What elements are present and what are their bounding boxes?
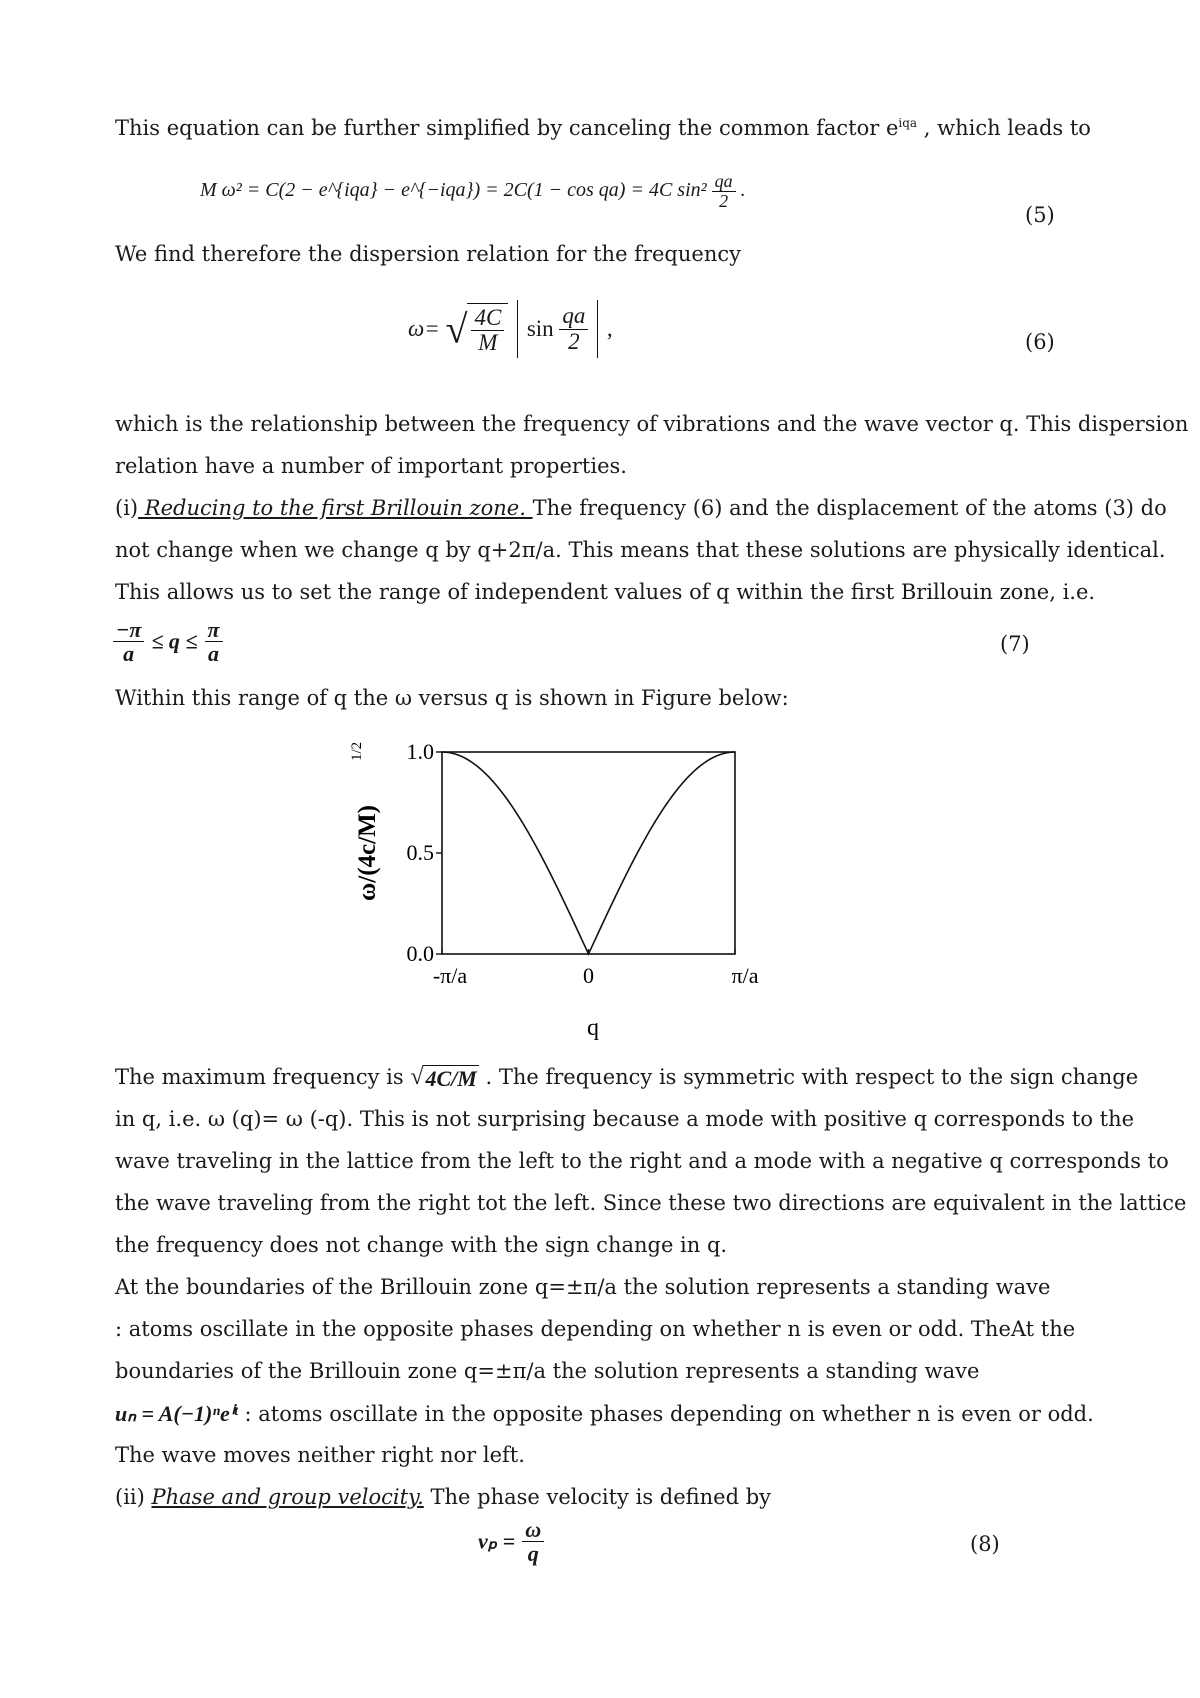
text-line-12: the wave traveling from the right tot the left. Since these two directions are equivalent in the lattice	[115, 1191, 1187, 1215]
x-tick-label: 0	[583, 963, 594, 988]
text-line-14: At the boundaries of the Brillouin zone q=±π/a the solution represents a standing wave	[115, 1275, 1051, 1299]
equation-number-5: (5)	[1025, 203, 1055, 227]
text-line-18: The wave moves neither right nor left.	[115, 1443, 525, 1467]
max-frequency-expression: 4C/M	[425, 1066, 477, 1091]
eq6-qa-fraction	[559, 304, 588, 353]
eq5-frac-den: 2	[719, 190, 729, 211]
eq7-left-num: −π	[113, 618, 144, 642]
text-line-6: not change when we change q by q+2π/a. This means that these solutions are physically identical.	[115, 538, 1166, 562]
sqrt-icon: √	[410, 1064, 424, 1090]
eq8-den: q	[527, 1541, 539, 1567]
text-line-7: This allows us to set the range of independent values of q within the first Brillouin zone, i.e.	[115, 580, 1096, 604]
text-line-2: We find therefore the dispersion relation for the frequency	[115, 242, 741, 266]
y-axis-label: ω/(4c/M)	[354, 804, 381, 902]
eq5-fraction	[712, 172, 736, 211]
eq6-fraction	[471, 306, 504, 355]
text-line-1	[115, 116, 1091, 140]
text-span: (i)	[115, 496, 139, 520]
equation-8	[478, 1518, 544, 1565]
abs-bar-right	[597, 300, 598, 358]
text-line-13: the frequency does not change with the sign change in q.	[115, 1233, 728, 1257]
section-heading-velocity: Phase and group velocity.	[151, 1485, 424, 1509]
eq8-lhs: vₚ =	[478, 1528, 516, 1554]
text-span: The maximum frequency is	[115, 1065, 411, 1089]
eq6-frac-num: 4C	[471, 306, 504, 331]
eq7-left-den: a	[123, 641, 135, 667]
text-line-10: in q, i.e. ω (q)= ω (-q). This is not surprising because a mode with positive q corresponds to the	[115, 1107, 1135, 1131]
equation-5	[200, 172, 746, 211]
abs-bar-left	[517, 300, 518, 358]
text-line-17	[115, 1401, 1094, 1427]
text-span: , which leads to	[917, 116, 1091, 140]
text-line-8: Within this range of q the ω versus q is shown in Figure below:	[115, 686, 789, 710]
y-axis-label-group	[349, 742, 381, 901]
series-line-dispersion	[442, 752, 735, 954]
x-axis-label: q	[587, 1015, 599, 1041]
y-axis-label-sup: 1/2	[349, 741, 365, 761]
standing-wave-expression: uₙ = A(−1)ⁿeⁱᵗ	[115, 1401, 238, 1426]
text-line-15: : atoms oscillate in the opposite phases depending on whether n is even or odd. TheAt the	[115, 1317, 1076, 1341]
equation-number-8: (8)	[970, 1532, 1000, 1556]
equation-7	[113, 618, 223, 665]
eq5-lhs: M ω	[200, 178, 236, 201]
text-line-5	[115, 496, 1167, 520]
equation-number-7: (7)	[1000, 632, 1030, 656]
text-span: . The frequency is symmetric with respect to the sign change	[478, 1065, 1139, 1089]
eq5-rest: ² = C(2 − e^{iqa} − e^{−iqa}) = 2C(1 − cos qa) = 4C sin²	[235, 178, 707, 201]
text-line-9	[115, 1064, 1138, 1092]
x-tick-label: -π/a	[432, 963, 468, 988]
text-line-3: which is the relationship between the frequency of vibrations and the wave vector q. This dispersion	[115, 412, 1189, 436]
eq7-right-den: a	[208, 641, 219, 667]
eq6-sin: sin	[526, 316, 554, 341]
y-tick-label: 0.0	[406, 941, 434, 966]
eq8-num: ω	[522, 1518, 544, 1542]
y-tick-label: 0.5	[406, 840, 434, 865]
text-span: This equation can be further simplified by canceling the common factor e	[115, 116, 899, 140]
plot-frame	[442, 752, 735, 954]
section-heading-brillouin: Reducing to the first Brillouin zone.	[138, 496, 533, 520]
text-span: The frequency (6) and the displacement of the atoms (3) do	[532, 496, 1167, 520]
text-span: (ii)	[115, 1485, 152, 1509]
eq7-left-fraction	[113, 618, 144, 665]
eq7-middle: ≤ q ≤	[151, 628, 198, 654]
equation-6	[408, 300, 613, 358]
eq6-qa-den: 2	[568, 328, 580, 354]
eq7-right-fraction	[205, 618, 223, 665]
x-ticks	[433, 949, 759, 988]
text-line-4: relation have a number of important properties.	[115, 454, 627, 478]
text-span: The phase velocity is defined by	[423, 1485, 772, 1509]
equation-number-6: (6)	[1025, 330, 1055, 354]
dispersion-chart	[340, 735, 780, 1045]
y-tick-label: 1.0	[406, 739, 434, 764]
eq7-right-num: π	[205, 618, 223, 642]
text-span: : atoms oscillate in the opposite phases depending on whether n is even or odd.	[237, 1402, 1094, 1426]
eq6-qa-num: qa	[559, 304, 588, 329]
y-ticks	[407, 739, 443, 966]
eq6-comma: ,	[606, 316, 613, 341]
eq6-sqrt-content	[467, 303, 508, 355]
eq8-fraction	[522, 1518, 544, 1565]
eq5-frac-num: qa	[712, 172, 736, 192]
text-line-19	[115, 1485, 771, 1509]
eq6-omega: ω=	[408, 316, 440, 341]
eq5-end: .	[740, 178, 746, 201]
x-tick-label: π/a	[731, 963, 759, 988]
text-line-16: boundaries of the Brillouin zone q=±π/a the solution represents a standing wave	[115, 1359, 980, 1383]
sqrt-icon: √	[445, 306, 468, 352]
text-line-11: wave traveling in the lattice from the left to the right and a mode with a negative q corresponds to	[115, 1149, 1169, 1173]
superscript: iqa	[898, 116, 918, 130]
eq6-frac-den: M	[478, 330, 498, 355]
